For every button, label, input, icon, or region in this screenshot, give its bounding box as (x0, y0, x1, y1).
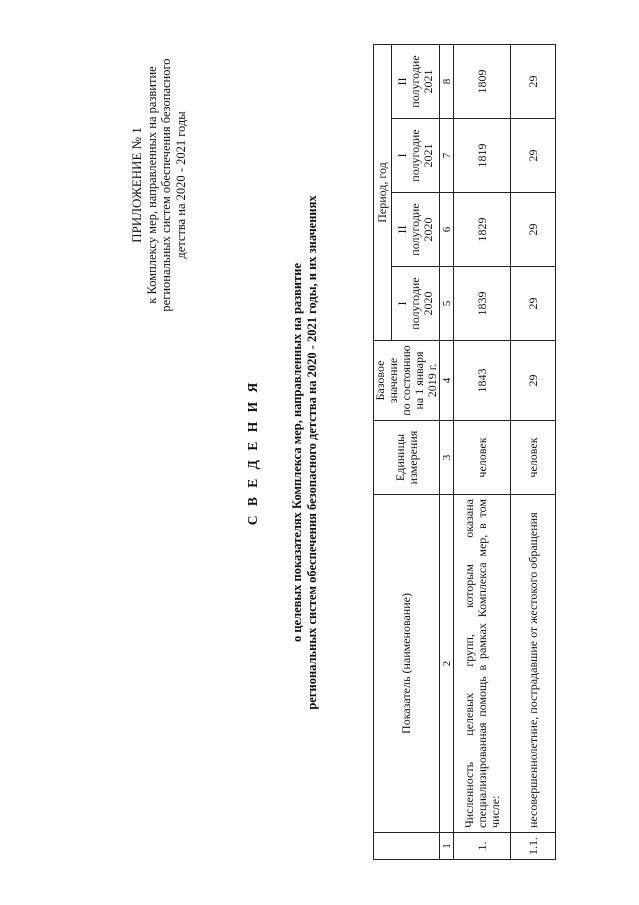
row-value-p4: 29 (511, 45, 556, 119)
header-base-line: значение (386, 357, 400, 404)
header-base-line: 2019 г. (425, 363, 439, 398)
header-period-1 (392, 267, 440, 341)
header-unit-line: Единицы (392, 433, 407, 482)
header-base-line: на 1 января (412, 351, 426, 410)
row-base-value: 1843 (454, 341, 511, 421)
indicators-table (373, 44, 556, 860)
header-unit-line: измерения (405, 430, 420, 485)
header-period-line: 2020 (421, 291, 436, 316)
column-number: 1 (440, 833, 454, 860)
table-row (511, 45, 556, 860)
row-number: 1.1. (511, 833, 556, 860)
appendix-line: детства на 2020 - 2021 годы (173, 111, 188, 259)
document-subtitle (290, 0, 320, 905)
header-period-line: 2021 (421, 69, 436, 94)
document-title: С В Е Д Е Н И Я (245, 379, 260, 526)
row-value-p2: 1829 (454, 193, 511, 267)
header-period-line: полугодие (408, 277, 423, 330)
header-period-line: полугодие (408, 129, 423, 182)
row-value-p1: 1839 (454, 267, 511, 341)
header-period-line: I (395, 301, 410, 306)
row-unit: человек (511, 421, 556, 495)
header-period-line: полугодие (408, 203, 423, 256)
subtitle-line: о целевых показателях Комплекса мер, направленных на развитие (290, 262, 304, 643)
subtitle-line: региональных систем обеспечения безопасного детства на 2020 - 2021 годы, и их значениях (305, 195, 319, 710)
header-period-line: II (395, 225, 410, 234)
header-period-line: II (395, 77, 410, 86)
header-period-3 (392, 119, 440, 193)
header-index (374, 833, 440, 860)
column-number: 3 (440, 421, 454, 495)
table-row (454, 45, 511, 860)
header-period-2 (392, 193, 440, 267)
appendix-line: к Комплексу мер, направленных на развитие (144, 66, 159, 304)
header-indicator: Показатель (наименование) (374, 495, 440, 833)
column-number: 2 (440, 495, 454, 833)
row-value-p1: 29 (511, 267, 556, 341)
row-value-p4: 1809 (454, 45, 511, 119)
header-period-4 (392, 45, 440, 119)
header-period-line: полугодие (408, 55, 423, 108)
column-number: 8 (440, 45, 454, 119)
row-value-p3: 29 (511, 119, 556, 193)
row-unit: человек (454, 421, 511, 495)
row-indicator-name: Численность целевых групп, которым оказана специализированная помощь в рамках Комплекса мер, в том числе: (454, 495, 511, 833)
header-unit (374, 421, 440, 495)
header-base-line: по состоянию (399, 345, 413, 416)
header-base-value (374, 341, 440, 421)
column-number: 4 (440, 341, 454, 421)
row-value-p3: 1819 (454, 119, 511, 193)
column-number: 5 (440, 267, 454, 341)
header-base-line: Базовое (373, 360, 387, 401)
header-period: Период, год (374, 45, 392, 341)
header-period-line: 2020 (421, 217, 436, 242)
appendix-line: региональных систем обеспечения безопасного (159, 58, 173, 312)
appendix-number: ПРИЛОЖЕНИЕ № 1 (129, 127, 144, 243)
row-indicator-name: несовершеннолетние, пострадавшие от жестокого обращения (511, 495, 556, 833)
header-period-line: I (395, 153, 410, 158)
header-period-line: 2021 (421, 143, 436, 168)
appendix-heading (130, 20, 188, 350)
row-base-value: 29 (511, 341, 556, 421)
row-value-p2: 29 (511, 193, 556, 267)
column-number: 6 (440, 193, 454, 267)
column-number: 7 (440, 119, 454, 193)
row-number: 1. (454, 833, 511, 860)
